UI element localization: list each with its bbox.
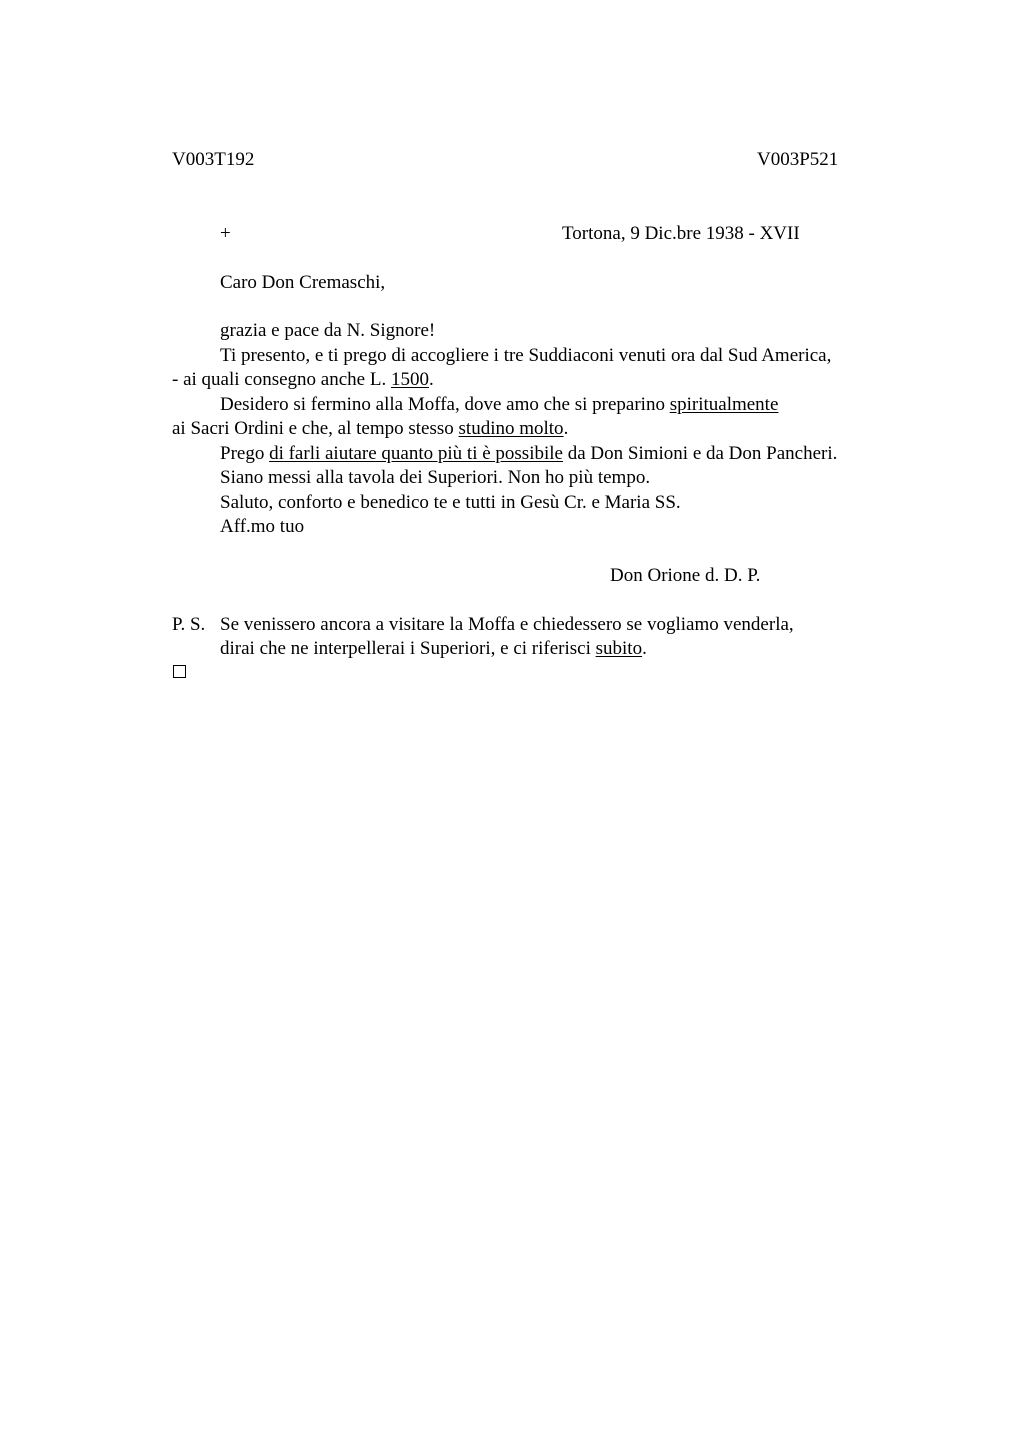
body-line-5: [220, 444, 837, 463]
volume-text-code: V003T192: [172, 149, 255, 170]
greeting-line: grazia e pace da N. Signore!: [220, 320, 436, 341]
body-line-1: Ti presento, e ti prego di accogliere i tre Suddiaconi venuti ora dal Sud America,: [220, 345, 832, 366]
postscript-line-2-end: .: [642, 638, 647, 659]
underlined-amount: 1500: [390, 369, 429, 390]
body-line-3: [220, 395, 778, 414]
body-line-4-text: ai Sacri Ordini e che, al tempo stesso: [172, 418, 459, 439]
postscript-label: P. S.: [172, 614, 206, 635]
underlined-spiritualmente: spiritualmente: [669, 394, 779, 415]
body-line-4-end: .: [563, 418, 569, 439]
body-line-6: Siano messi alla tavola dei Superiori. Non ho più tempo.: [220, 467, 651, 488]
end-square-icon: [173, 665, 186, 678]
signature: Don Orione d. D. P.: [610, 565, 761, 586]
postscript-line-2-text: dirai che ne interpellerai i Superiori, e ci riferisci: [220, 638, 596, 659]
place-date: Tortona, 9 Dic.bre 1938 - XVII: [562, 223, 800, 244]
volume-page-code: V003P521: [757, 149, 839, 170]
body-line-2-end: .: [428, 369, 434, 390]
underlined-request: di farli aiutare quanto più ti è possibile: [269, 443, 563, 464]
postscript-line-1: Se venissero ancora a visitare la Moffa e chiedessero se vogliamo venderla,: [220, 614, 794, 635]
body-line-5-end: da Don Simioni e da Don Pancheri.: [562, 443, 838, 464]
salutation: Caro Don Cremaschi,: [220, 272, 386, 293]
cross-symbol: +: [220, 223, 231, 244]
body-line-4: [172, 419, 568, 438]
body-line-2: [172, 370, 434, 389]
underlined-studino-molto: studino molto: [458, 418, 564, 439]
body-line-3-text: Desidero si fermino alla Moffa, dove amo che si preparino: [220, 394, 670, 415]
postscript-line-2: [220, 639, 647, 658]
body-line-2-text: - ai quali consegno anche L.: [172, 369, 391, 390]
body-line-5-text: Prego: [220, 443, 270, 464]
closing-line: Aff.mo tuo: [220, 516, 305, 537]
body-line-7: Saluto, conforto e benedico te e tutti in Gesù Cr. e Maria SS.: [220, 492, 681, 513]
underlined-subito: subito: [595, 638, 643, 659]
